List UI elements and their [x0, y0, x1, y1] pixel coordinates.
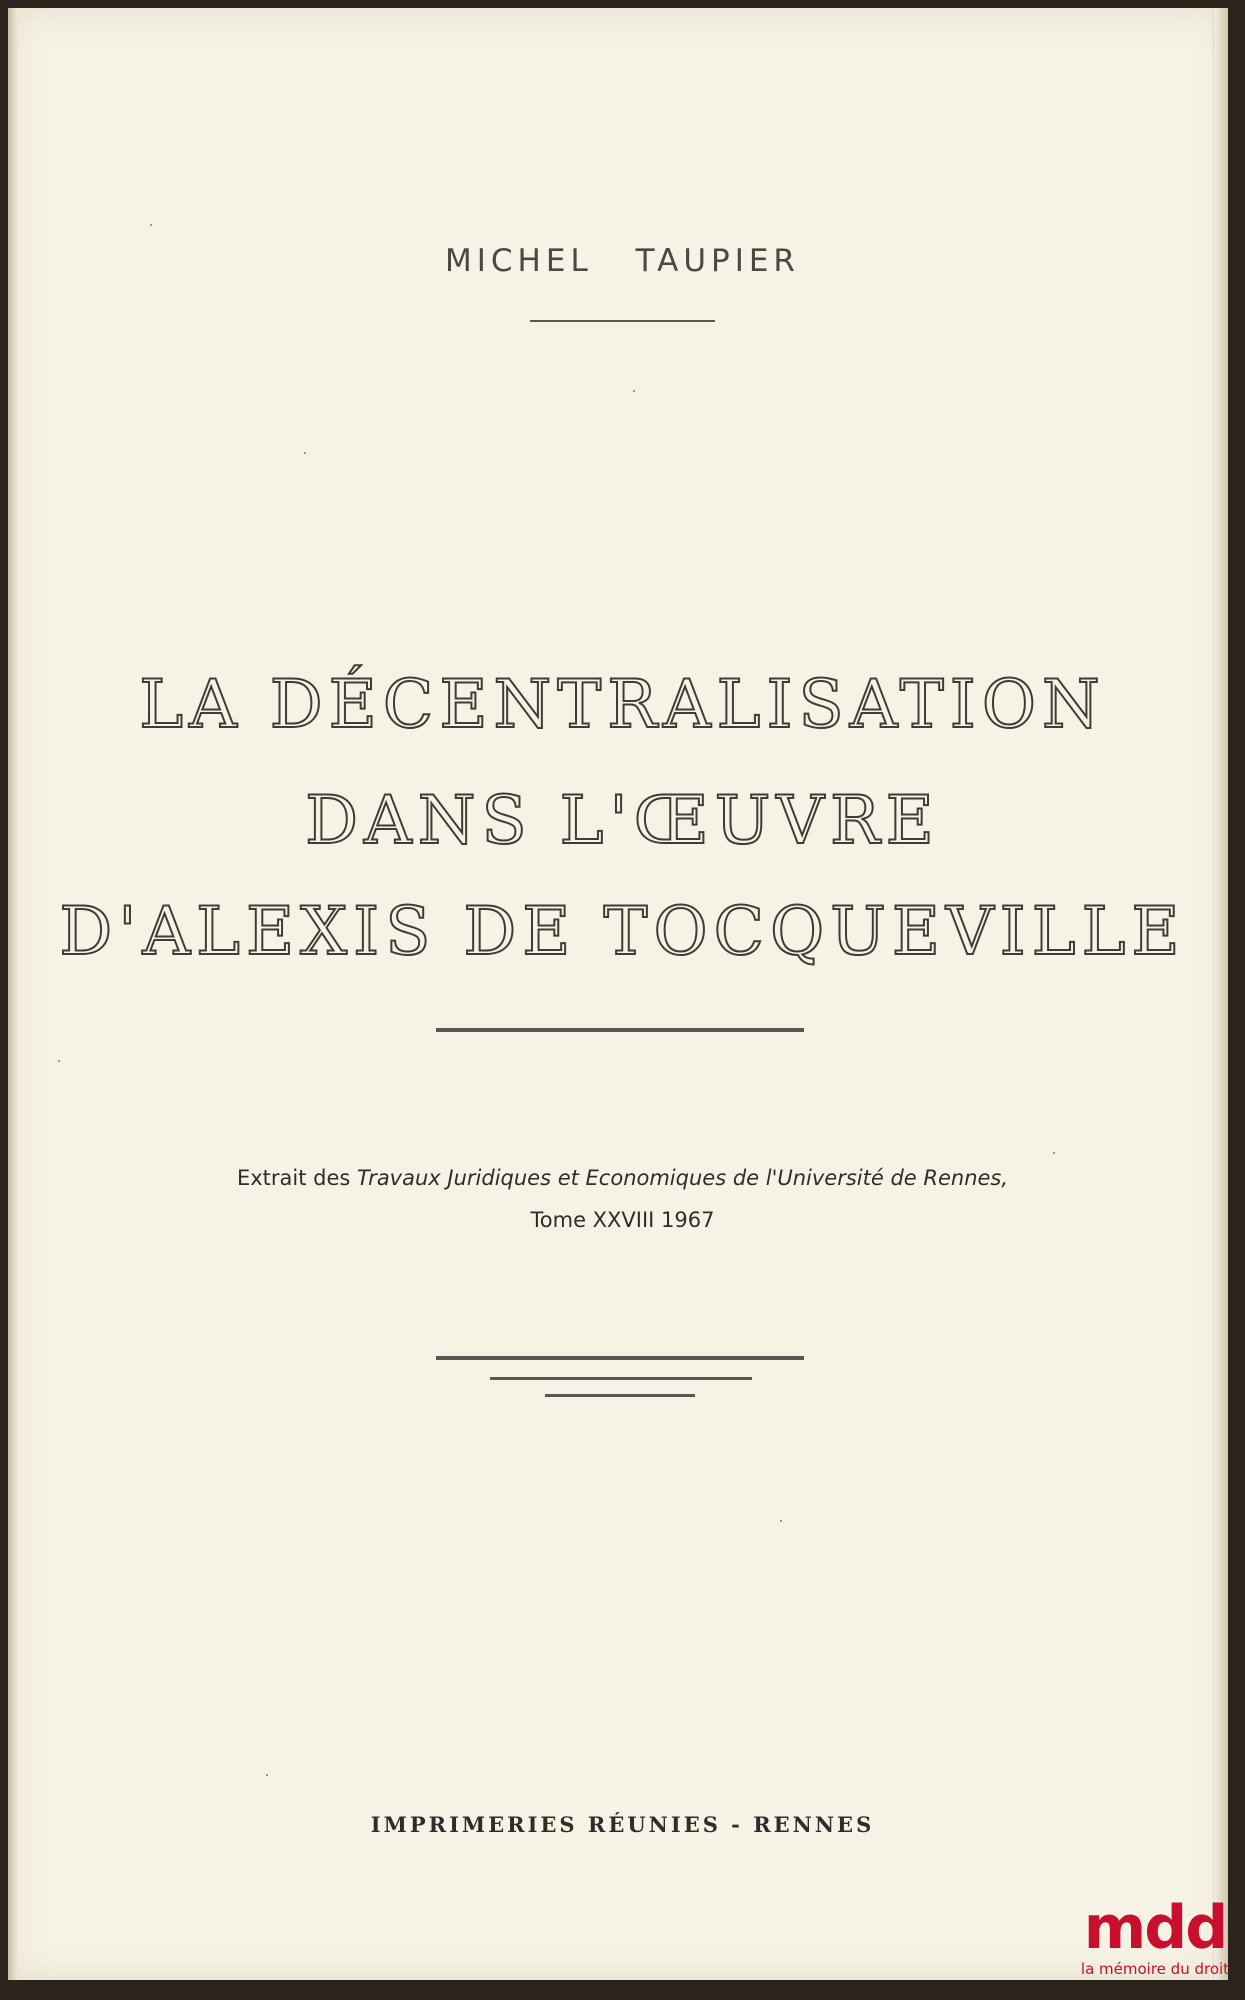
scan-speck [780, 1520, 782, 1522]
author-rule [530, 320, 715, 322]
extract-prefix: Extrait des [236, 1166, 357, 1190]
scan-speck [304, 452, 306, 454]
extract-journal: Travaux Juridiques et Economiques de l'Université de Rennes, [356, 1166, 1009, 1190]
title-page [8, 8, 1228, 1980]
ornament-rule-2 [490, 1377, 752, 1380]
scan-speck [150, 224, 152, 226]
watermark-logo [1075, 1893, 1235, 1978]
scan-speck [266, 1774, 268, 1776]
watermark-tagline: la mémoire du droit [1080, 1960, 1230, 1978]
title-line-3: D'ALEXIS DE TOCQUEVILLE [59, 893, 1186, 970]
title-rule [436, 1028, 804, 1032]
printer-imprint: IMPRIMERIES RÉUNIES - RENNES [370, 1812, 875, 1837]
page-edge-right [1213, 8, 1228, 1980]
extract-volume: Tome XXVIII 1967 [530, 1208, 715, 1232]
watermark-mark: mdd [1083, 1893, 1227, 1963]
ornament-rule-3 [545, 1394, 695, 1397]
title-line-2: DANS L'ŒUVRE [305, 782, 940, 859]
author-name [0, 243, 1245, 279]
author-first-name: MICHEL [445, 243, 593, 279]
scan-speck [58, 1060, 60, 1062]
extract-line [0, 1166, 1245, 1190]
scan-speck [633, 390, 635, 392]
author-last-name: TAUPIER [635, 243, 800, 279]
title-line-1: LA DÉCENTRALISATION [139, 666, 1106, 743]
ornament-rule-1 [436, 1356, 804, 1360]
page-edge-left [8, 8, 18, 1980]
scan-speck [1053, 1152, 1055, 1154]
